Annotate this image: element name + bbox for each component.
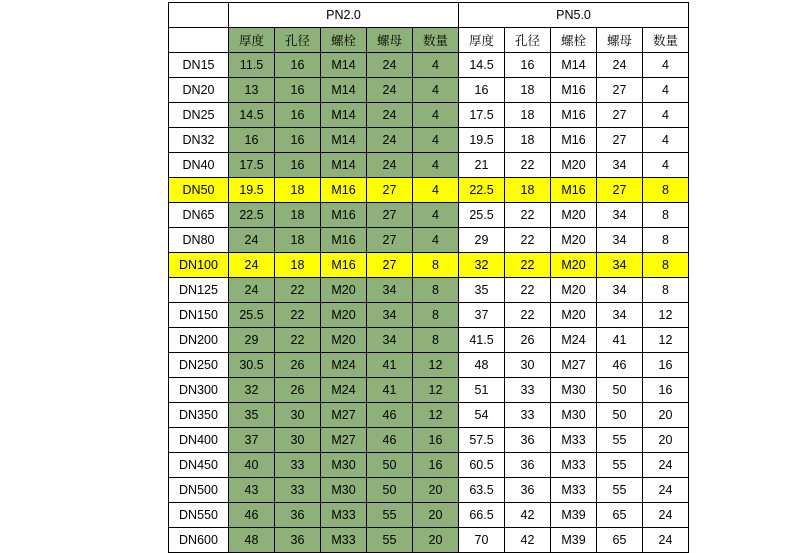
cell: M24 — [321, 378, 367, 403]
sub-header-left-hole-dia: 孔径 — [275, 28, 321, 53]
sub-header-right-hole-dia: 孔径 — [505, 28, 551, 53]
cell: 41 — [597, 328, 643, 353]
cell: 14.5 — [459, 53, 505, 78]
cell: 34 — [367, 328, 413, 353]
cell: 16 — [505, 53, 551, 78]
table-row — [169, 278, 689, 303]
table-row-highlighted — [169, 178, 689, 203]
cell: 46 — [597, 353, 643, 378]
cell: 57.5 — [459, 428, 505, 453]
cell: 16 — [643, 353, 689, 378]
cell: M20 — [551, 278, 597, 303]
row-label: DN25 — [169, 103, 229, 128]
row-label: DN150 — [169, 303, 229, 328]
cell: 22 — [505, 203, 551, 228]
cell: M20 — [321, 278, 367, 303]
cell: 27 — [597, 178, 643, 203]
cell: 29 — [459, 228, 505, 253]
cell: 40 — [229, 453, 275, 478]
cell: M16 — [551, 78, 597, 103]
cell: 55 — [367, 503, 413, 528]
cell: 4 — [413, 178, 459, 203]
cell: 43 — [229, 478, 275, 503]
cell: 24 — [229, 228, 275, 253]
cell: 50 — [367, 453, 413, 478]
group-header-row — [169, 3, 689, 28]
cell: 4 — [413, 203, 459, 228]
cell: 4 — [643, 153, 689, 178]
cell: 24 — [643, 478, 689, 503]
cell: 12 — [413, 353, 459, 378]
cell: 65 — [597, 528, 643, 553]
table-row — [169, 328, 689, 353]
cell: 8 — [413, 278, 459, 303]
cell: 35 — [229, 403, 275, 428]
cell: 16 — [275, 103, 321, 128]
cell: 18 — [505, 128, 551, 153]
cell: 22 — [505, 153, 551, 178]
cell: 33 — [275, 478, 321, 503]
cell: M20 — [321, 328, 367, 353]
cell: 18 — [275, 228, 321, 253]
cell: 55 — [597, 453, 643, 478]
cell: 41 — [367, 378, 413, 403]
cell: 24 — [643, 528, 689, 553]
row-label: DN200 — [169, 328, 229, 353]
row-label: DN250 — [169, 353, 229, 378]
cell: 24 — [229, 253, 275, 278]
cell: M24 — [551, 328, 597, 353]
cell: 26 — [275, 353, 321, 378]
cell: M33 — [551, 453, 597, 478]
cell: M33 — [321, 528, 367, 553]
cell: 27 — [367, 253, 413, 278]
table-row-highlighted — [169, 253, 689, 278]
cell: 19.5 — [459, 128, 505, 153]
row-label: DN40 — [169, 153, 229, 178]
cell: 65 — [597, 503, 643, 528]
cell: M20 — [551, 203, 597, 228]
cell: 51 — [459, 378, 505, 403]
cell: 8 — [643, 253, 689, 278]
cell: M16 — [321, 178, 367, 203]
cell: 12 — [413, 378, 459, 403]
group-header-pn20: PN2.0 — [229, 3, 459, 28]
cell: 33 — [505, 378, 551, 403]
table-row — [169, 453, 689, 478]
cell: 55 — [597, 428, 643, 453]
cell: 18 — [505, 178, 551, 203]
cell: 12 — [643, 328, 689, 353]
cell: 12 — [643, 303, 689, 328]
cell: 22 — [505, 278, 551, 303]
sub-header-right-nut: 螺母 — [597, 28, 643, 53]
cell: 8 — [413, 253, 459, 278]
cell: 4 — [413, 53, 459, 78]
cell: 18 — [275, 203, 321, 228]
cell: 25.5 — [459, 203, 505, 228]
cell: M39 — [551, 503, 597, 528]
cell: 41 — [367, 353, 413, 378]
cell: 17.5 — [229, 153, 275, 178]
cell: M20 — [551, 228, 597, 253]
cell: 30 — [275, 428, 321, 453]
cell: M20 — [321, 303, 367, 328]
cell: 27 — [597, 78, 643, 103]
sub-header-left-bolt: 螺栓 — [321, 28, 367, 53]
cell: 25.5 — [229, 303, 275, 328]
cell: M14 — [321, 103, 367, 128]
cell: 16 — [413, 428, 459, 453]
row-label: DN500 — [169, 478, 229, 503]
cell: 16 — [275, 128, 321, 153]
cell: 22 — [505, 253, 551, 278]
cell: 22 — [505, 303, 551, 328]
cell: 16 — [229, 128, 275, 153]
cell: 22 — [505, 228, 551, 253]
sub-header-left-nut: 螺母 — [367, 28, 413, 53]
table-row — [169, 528, 689, 553]
sub-header-right-quantity: 数量 — [643, 28, 689, 53]
row-label: DN50 — [169, 178, 229, 203]
sub-header-left-quantity: 数量 — [413, 28, 459, 53]
row-label: DN450 — [169, 453, 229, 478]
cell: 34 — [597, 228, 643, 253]
table-row — [169, 303, 689, 328]
cell: M27 — [321, 428, 367, 453]
cell: M16 — [551, 178, 597, 203]
cell: M14 — [321, 78, 367, 103]
table-row — [169, 378, 689, 403]
cell: 14.5 — [229, 103, 275, 128]
cell: 27 — [367, 178, 413, 203]
cell: M24 — [321, 353, 367, 378]
cell: M14 — [321, 53, 367, 78]
cell: 33 — [505, 403, 551, 428]
cell: 16 — [643, 378, 689, 403]
cell: 4 — [413, 78, 459, 103]
table-row — [169, 53, 689, 78]
cell: 8 — [413, 328, 459, 353]
cell: 46 — [367, 428, 413, 453]
row-label: DN400 — [169, 428, 229, 453]
cell: M30 — [551, 403, 597, 428]
cell: 27 — [597, 128, 643, 153]
cell: 24 — [367, 128, 413, 153]
cell: 27 — [367, 203, 413, 228]
sub-header-row — [169, 28, 689, 53]
cell: 4 — [643, 103, 689, 128]
cell: 18 — [275, 178, 321, 203]
cell: M27 — [321, 403, 367, 428]
cell: 18 — [505, 78, 551, 103]
table-row — [169, 503, 689, 528]
cell: 8 — [643, 178, 689, 203]
corner-cell — [169, 3, 229, 28]
cell: M30 — [551, 378, 597, 403]
cell: 48 — [229, 528, 275, 553]
cell: 46 — [229, 503, 275, 528]
cell: 8 — [643, 278, 689, 303]
cell: 36 — [505, 428, 551, 453]
row-label: DN20 — [169, 78, 229, 103]
cell: 30.5 — [229, 353, 275, 378]
row-label: DN350 — [169, 403, 229, 428]
row-label: DN125 — [169, 278, 229, 303]
cell: 34 — [367, 303, 413, 328]
row-label: DN300 — [169, 378, 229, 403]
cell: 29 — [229, 328, 275, 353]
cell: 4 — [413, 153, 459, 178]
cell: 48 — [459, 353, 505, 378]
cell: M27 — [551, 353, 597, 378]
cell: M30 — [321, 453, 367, 478]
cell: 41.5 — [459, 328, 505, 353]
table-row — [169, 228, 689, 253]
cell: 70 — [459, 528, 505, 553]
cell: M33 — [551, 428, 597, 453]
cell: 17.5 — [459, 103, 505, 128]
cell: 34 — [597, 203, 643, 228]
cell: 20 — [643, 403, 689, 428]
table-row — [169, 478, 689, 503]
cell: 27 — [597, 103, 643, 128]
table-row — [169, 203, 689, 228]
cell: M33 — [321, 503, 367, 528]
cell: 34 — [597, 153, 643, 178]
cell: 42 — [505, 528, 551, 553]
cell: 18 — [275, 253, 321, 278]
cell: 20 — [643, 428, 689, 453]
cell: 8 — [643, 203, 689, 228]
table-row — [169, 428, 689, 453]
cell: 66.5 — [459, 503, 505, 528]
cell: 32 — [229, 378, 275, 403]
cell: M16 — [551, 128, 597, 153]
cell: 4 — [643, 78, 689, 103]
cell: M20 — [551, 153, 597, 178]
cell: 63.5 — [459, 478, 505, 503]
cell: 50 — [597, 403, 643, 428]
cell: 26 — [275, 378, 321, 403]
cell: 34 — [597, 303, 643, 328]
cell: 34 — [597, 253, 643, 278]
cell: M14 — [551, 53, 597, 78]
cell: 30 — [275, 403, 321, 428]
cell: 33 — [275, 453, 321, 478]
table-body — [169, 3, 689, 553]
cell: 30 — [505, 353, 551, 378]
cell: 36 — [275, 528, 321, 553]
cell: 32 — [459, 253, 505, 278]
cell: 18 — [505, 103, 551, 128]
cell: 22.5 — [229, 203, 275, 228]
cell: 34 — [597, 278, 643, 303]
cell: M14 — [321, 128, 367, 153]
cell: 26 — [505, 328, 551, 353]
cell: 42 — [505, 503, 551, 528]
cell: 20 — [413, 528, 459, 553]
cell: 24 — [643, 453, 689, 478]
cell: 37 — [229, 428, 275, 453]
cell: 22 — [275, 278, 321, 303]
cell: 24 — [367, 153, 413, 178]
cell: 22.5 — [459, 178, 505, 203]
cell: M16 — [321, 253, 367, 278]
row-label: DN15 — [169, 53, 229, 78]
cell: 20 — [413, 503, 459, 528]
cell: M16 — [321, 203, 367, 228]
sub-header-left-thickness: 厚度 — [229, 28, 275, 53]
cell: 46 — [367, 403, 413, 428]
row-label: DN65 — [169, 203, 229, 228]
sub-header-right-thickness: 厚度 — [459, 28, 505, 53]
cell: 8 — [643, 228, 689, 253]
cell: 22 — [275, 328, 321, 353]
row-label: DN80 — [169, 228, 229, 253]
cell: M14 — [321, 153, 367, 178]
cell: 16 — [459, 78, 505, 103]
cell: 24 — [229, 278, 275, 303]
cell: M33 — [551, 478, 597, 503]
cell: 4 — [413, 103, 459, 128]
corner-cell-2 — [169, 28, 229, 53]
cell: M39 — [551, 528, 597, 553]
cell: 16 — [413, 453, 459, 478]
row-label: DN600 — [169, 528, 229, 553]
cell: M20 — [551, 303, 597, 328]
table-row — [169, 78, 689, 103]
cell: 22 — [275, 303, 321, 328]
cell: M16 — [321, 228, 367, 253]
cell: 4 — [413, 128, 459, 153]
cell: 35 — [459, 278, 505, 303]
table-row — [169, 353, 689, 378]
cell: 24 — [367, 78, 413, 103]
cell: 50 — [597, 378, 643, 403]
cell: 11.5 — [229, 53, 275, 78]
cell: M30 — [321, 478, 367, 503]
cell: 55 — [597, 478, 643, 503]
flange-dimension-table — [168, 2, 689, 553]
cell: 16 — [275, 53, 321, 78]
table-row — [169, 103, 689, 128]
sub-header-right-bolt: 螺栓 — [551, 28, 597, 53]
cell: 16 — [275, 153, 321, 178]
row-label: DN32 — [169, 128, 229, 153]
row-label: DN550 — [169, 503, 229, 528]
cell: 36 — [505, 478, 551, 503]
cell: M16 — [551, 103, 597, 128]
cell: 24 — [643, 503, 689, 528]
cell: 24 — [367, 103, 413, 128]
cell: 19.5 — [229, 178, 275, 203]
cell: 24 — [597, 53, 643, 78]
cell: 36 — [505, 453, 551, 478]
cell: 34 — [367, 278, 413, 303]
cell: 37 — [459, 303, 505, 328]
cell: 54 — [459, 403, 505, 428]
table-row — [169, 128, 689, 153]
cell: 12 — [413, 403, 459, 428]
cell: 20 — [413, 478, 459, 503]
table-row — [169, 153, 689, 178]
cell: 4 — [643, 128, 689, 153]
group-header-pn50: PN5.0 — [459, 3, 689, 28]
cell: 60.5 — [459, 453, 505, 478]
cell: 16 — [275, 78, 321, 103]
cell: 21 — [459, 153, 505, 178]
cell: 24 — [367, 53, 413, 78]
cell: 36 — [275, 503, 321, 528]
cell: 8 — [413, 303, 459, 328]
cell: 27 — [367, 228, 413, 253]
table-row — [169, 403, 689, 428]
cell: 4 — [643, 53, 689, 78]
cell: 50 — [367, 478, 413, 503]
cell: 55 — [367, 528, 413, 553]
row-label: DN100 — [169, 253, 229, 278]
cell: M20 — [551, 253, 597, 278]
cell: 13 — [229, 78, 275, 103]
cell: 4 — [413, 228, 459, 253]
